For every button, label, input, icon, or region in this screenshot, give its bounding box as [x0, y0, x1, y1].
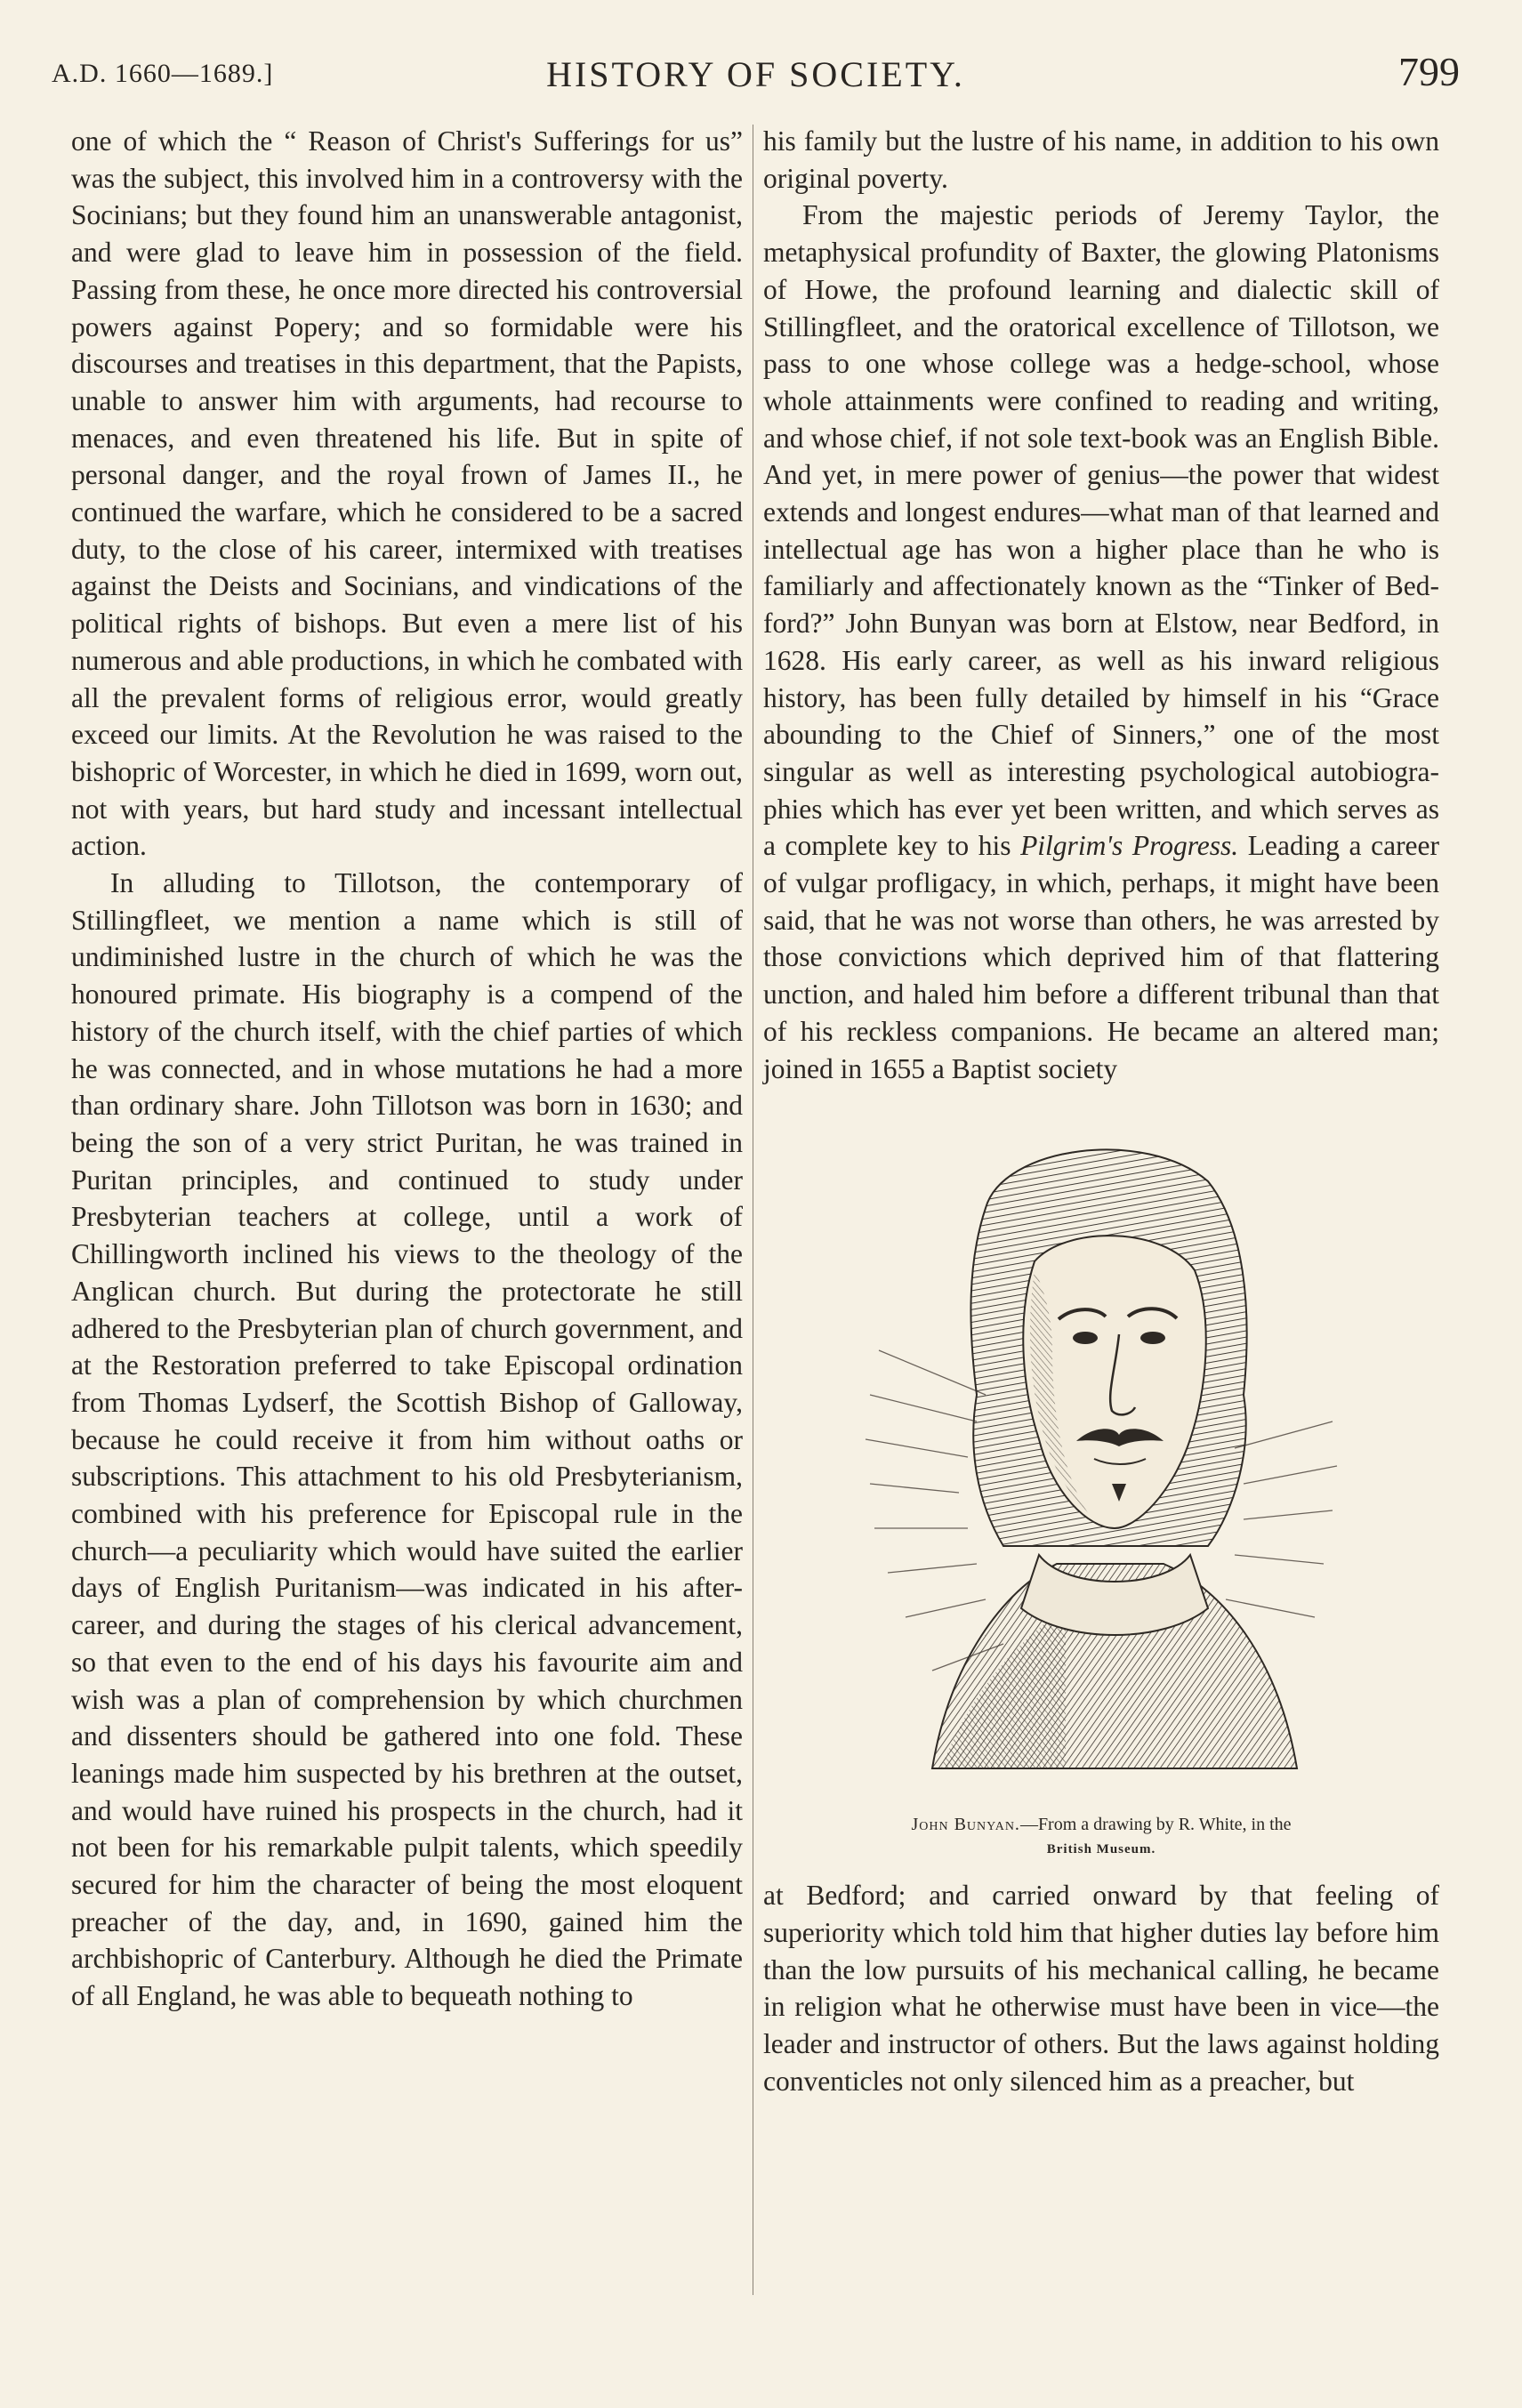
- book-title-pilgrims-progress: Pilgrim's Progress.: [1020, 830, 1239, 862]
- bunyan-portrait-figure: [763, 1128, 1439, 1861]
- right-paragraph-2: [763, 197, 1439, 1087]
- page-number: 799: [1398, 49, 1460, 94]
- bunyan-portrait-engraving: [852, 1128, 1350, 1804]
- right-paragraph-3: at Bedford; and carried onward by that feeling of superiority which told him that higher duties lay before him than the low pursuits of his mechanical calling, he became in religion what he otherwise must have been in vice—the leader and instructor of others. But the laws against holding conventicles not only silenced him as a preacher, but: [763, 1880, 1439, 2097]
- caption-source: —From a drawing by R. White, in the: [1019, 1815, 1292, 1835]
- caption-subject: John Bunyan.: [911, 1815, 1020, 1835]
- caption-museum: British Museum.: [1046, 1842, 1156, 1857]
- running-head: [52, 46, 1460, 100]
- figure-caption: [763, 1813, 1439, 1861]
- running-title: HISTORY OF SOCIETY.: [546, 54, 965, 94]
- right-paragraph-1: his family but the lustre of his name, in addition to his own original poverty.: [763, 125, 1439, 194]
- right-paragraph-2-text: From the majestic periods of Jeremy Taylor, the metaphysical profundity of Baxter, the glowing Platonisms of Howe, the profound learning and dialectic skill of Stillingfleet, and the oratorical excellence of Tillotson, we pass to one whose college was a hedge-school, whose whole attainments were confined to reading and writing, and whose chief, if not sole text-book was an English Bible. And yet, in mere power of genius—the power that widest extends and longest endures—what man of that learned and intellectual age has won a higher place than he who is familiarly and affectionately known as the “Tinker of Bedford?” John Bunyan was born at Elstow, near Bedford, in 1628. His early career, as well as his inward religious history, has been fully detailed by himself in his “Grace abounding to the Chief of Sinners,” one of the most singular as well as interesting psychological autobiographies which has ever yet been written, and which serves as a complete key to his: [763, 199, 1439, 862]
- left-paragraph-1: one of which the “ Reason of Christ's Sufferings for us” was the subject, this involved him in a controversy with the Socinians; but they found him an unanswerable antagonist, and were glad to leave him in possession of the field. Passing from these, he once more directed his controversial powers against Popery; and so formidable were his discourses and treatises in this department, that the Papists, unable to answer him with arguments, had recourse to menaces, and even threatened his life. But in spite of personal danger, and the royal frown of James II., he continued the warfare, which he considered to be a sacred duty, to the close of his career, intermixed with treatises against the Deists and Socinians, and vindications of the political rights of bishops. But even a mere list of his numerous and able productions, in which he combated with all the prevalent forms of religious error, would greatly exceed our limits. At the Revolution he was raised to the bishopric of Worcester, in which he died in 1699, worn out, not with years, but hard study and incessant intellectual action.: [71, 125, 743, 862]
- date-range: A.D. 1660—1689.]: [52, 59, 274, 88]
- left-paragraph-2: In alluding to Tillotson, the contemporary of Stillingfleet, we mention a name which is still of undiminished lustre in the church of which he was the honoured primate. His biography is a compend of the history of the church itself, with the chief parties of which he was connected, and in whose mutations he had a more than ordinary share. John Tillotson was born in 1630; and being the son of a very strict Puritan, he was trained in Puritan principles, and continued to study under Presbyterian teachers at college, until a work of Chillingworth inclined his views to the theology of the Anglican church. But during the protectorate he still adhered to the Presbyterian plan of church government, and at the Restoration preferred to take Episcopal ordination from Thomas Lydserf, the Scottish Bishop of Galloway, because he could receive it from him without oaths or subscriptions. This attachment to his old Presbyterianism, combined with his preference for Episcopal rule in the church—a peculiarity which would have suited the earlier days of English Puritanism—was indicated in his after-career, and during the stages of his clerical advancement, so that even to the end of his days his favourite aim and wish was a plan of comprehension by which churchmen and dissenters should be gathered into one fold. These leanings made him suspected by his brethren at the outset, and would have ruined his prospects in the church, had it not been for his remarkable pulpit talents, which speedily secured for him the character of being the most eloquent preacher of the day, and, in 1690, gained him the archbishopric of Canterbury. Although he died the Primate of all England, he was able to bequeath nothing to: [71, 867, 743, 2012]
- left-column: [71, 123, 743, 2015]
- right-column: [763, 123, 1439, 2100]
- right-paragraph-2-end: Leading a career of vulgar profligacy, in which, perhaps, it might have been said, that he was not worse than others, he was arrested by those convictions which deprived him of that flattering unction, and haled him before a different tribunal than that of his reckless companions. He became an altered man; joined in 1655 a Baptist society: [763, 830, 1440, 1084]
